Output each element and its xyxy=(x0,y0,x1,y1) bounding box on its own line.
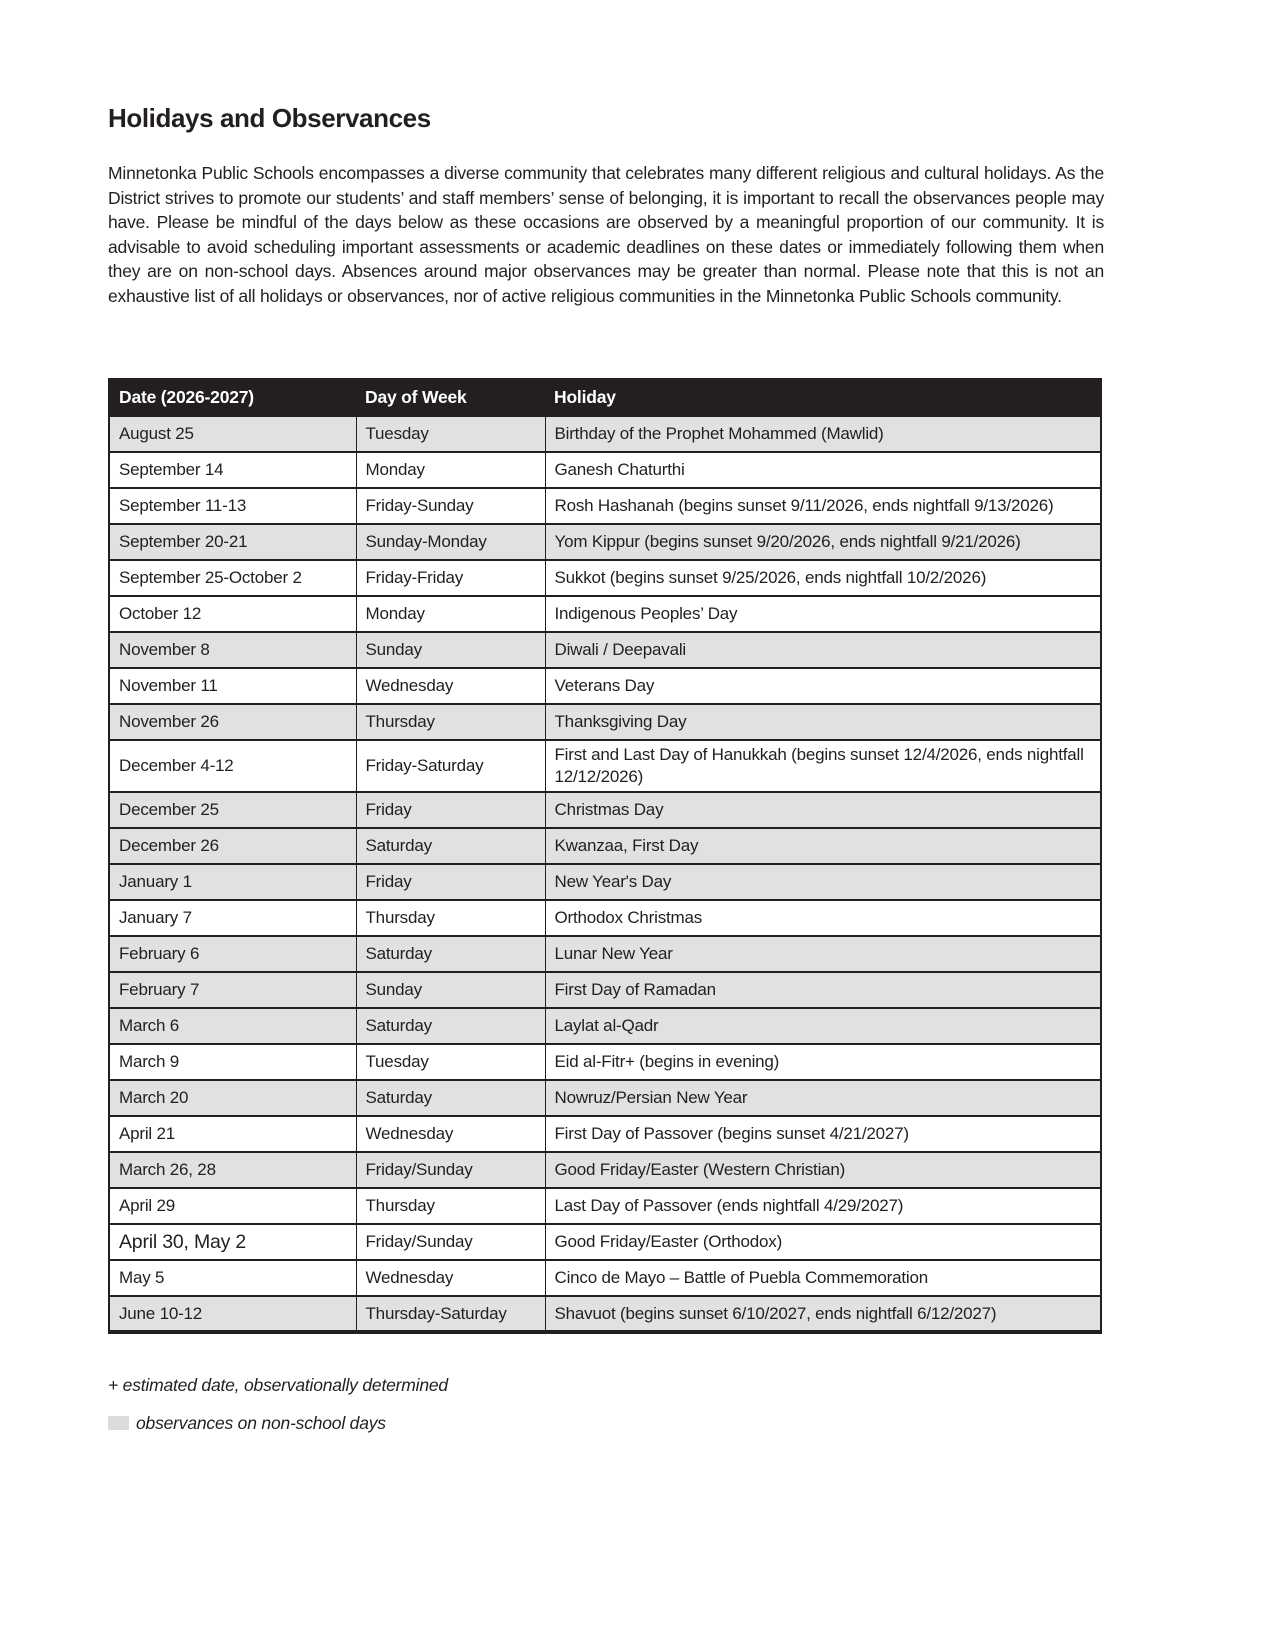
table-row xyxy=(109,900,1101,936)
holidays-table xyxy=(108,378,1102,1334)
day-of-week-cell: Friday-Friday xyxy=(356,560,545,596)
day-of-week-cell: Friday/Sunday xyxy=(356,1152,545,1188)
table-row xyxy=(109,792,1101,828)
table-row xyxy=(109,1188,1101,1224)
holiday-cell: Sukkot (begins sunset 9/25/2026, ends nightfall 10/2/2026) xyxy=(545,560,1101,596)
table-row xyxy=(109,668,1101,704)
holiday-cell: Yom Kippur (begins sunset 9/20/2026, ends nightfall 9/21/2026) xyxy=(545,524,1101,560)
table-row xyxy=(109,1080,1101,1116)
date-cell: March 6 xyxy=(109,1008,356,1044)
table-row xyxy=(109,1260,1101,1296)
holidays-table-body xyxy=(109,416,1101,1332)
holiday-cell: New Year's Day xyxy=(545,864,1101,900)
day-of-week-cell: Thursday xyxy=(356,1188,545,1224)
date-cell: April 29 xyxy=(109,1188,356,1224)
day-of-week-cell: Friday/Sunday xyxy=(356,1224,545,1260)
table-row xyxy=(109,560,1101,596)
day-of-week-cell: Thursday-Saturday xyxy=(356,1296,545,1332)
day-of-week-cell: Wednesday xyxy=(356,1260,545,1296)
day-of-week-cell: Wednesday xyxy=(356,668,545,704)
day-of-week-cell: Sunday xyxy=(356,972,545,1008)
column-header-date: Date (2026-2027) xyxy=(109,379,356,416)
date-cell: December 26 xyxy=(109,828,356,864)
table-row xyxy=(109,740,1101,792)
table-header-row xyxy=(109,379,1101,416)
date-cell: March 26, 28 xyxy=(109,1152,356,1188)
table-row xyxy=(109,524,1101,560)
table-row xyxy=(109,596,1101,632)
day-of-week-cell: Saturday xyxy=(356,936,545,972)
table-row xyxy=(109,452,1101,488)
table-row xyxy=(109,864,1101,900)
table-row xyxy=(109,1224,1101,1260)
date-cell: January 1 xyxy=(109,864,356,900)
day-of-week-cell: Wednesday xyxy=(356,1116,545,1152)
table-row xyxy=(109,1044,1101,1080)
holiday-cell: Birthday of the Prophet Mohammed (Mawlid) xyxy=(545,416,1101,452)
holiday-cell: First Day of Passover (begins sunset 4/21/2027) xyxy=(545,1116,1101,1152)
table-row xyxy=(109,1116,1101,1152)
holiday-cell: Orthodox Christmas xyxy=(545,900,1101,936)
day-of-week-cell: Sunday-Monday xyxy=(356,524,545,560)
day-of-week-cell: Tuesday xyxy=(356,416,545,452)
day-of-week-cell: Monday xyxy=(356,452,545,488)
holiday-cell: Diwali / Deepavali xyxy=(545,632,1101,668)
date-cell: December 25 xyxy=(109,792,356,828)
date-cell: September 20-21 xyxy=(109,524,356,560)
day-of-week-cell: Saturday xyxy=(356,1080,545,1116)
table-row xyxy=(109,1296,1101,1332)
date-cell: September 11-13 xyxy=(109,488,356,524)
date-cell: February 7 xyxy=(109,972,356,1008)
table-row xyxy=(109,632,1101,668)
holiday-cell: Kwanzaa, First Day xyxy=(545,828,1101,864)
holiday-cell: Good Friday/Easter (Western Christian) xyxy=(545,1152,1101,1188)
holiday-cell: Laylat al-Qadr xyxy=(545,1008,1101,1044)
day-of-week-cell: Thursday xyxy=(356,900,545,936)
shaded-row-swatch-icon xyxy=(108,1416,129,1430)
column-header-holiday: Holiday xyxy=(545,379,1101,416)
table-row xyxy=(109,936,1101,972)
day-of-week-cell: Friday xyxy=(356,864,545,900)
table-row xyxy=(109,1152,1101,1188)
holiday-cell: Veterans Day xyxy=(545,668,1101,704)
date-cell: April 30, May 2 xyxy=(109,1224,356,1260)
holiday-cell: Indigenous Peoples’ Day xyxy=(545,596,1101,632)
footnotes xyxy=(108,1374,1104,1435)
holiday-cell: Last Day of Passover (ends nightfall 4/29/2027) xyxy=(545,1188,1101,1224)
date-cell: December 4-12 xyxy=(109,740,356,792)
date-cell: November 26 xyxy=(109,704,356,740)
date-cell: March 20 xyxy=(109,1080,356,1116)
footnote-shaded-legend-label: observances on non-school days xyxy=(136,1413,386,1433)
table-row xyxy=(109,488,1101,524)
footnote-estimated-date: + estimated date, observationally determined xyxy=(108,1375,448,1395)
table-row xyxy=(109,1008,1101,1044)
day-of-week-cell: Friday xyxy=(356,792,545,828)
table-row xyxy=(109,416,1101,452)
holiday-cell: Cinco de Mayo – Battle of Puebla Commemoration xyxy=(545,1260,1101,1296)
date-cell: August 25 xyxy=(109,416,356,452)
date-cell: September 25-October 2 xyxy=(109,560,356,596)
page-title: Holidays and Observances xyxy=(108,103,431,133)
holiday-cell: Rosh Hashanah (begins sunset 9/11/2026, ends nightfall 9/13/2026) xyxy=(545,488,1101,524)
date-cell: March 9 xyxy=(109,1044,356,1080)
holiday-cell: Ganesh Chaturthi xyxy=(545,452,1101,488)
column-header-day-of-week: Day of Week xyxy=(356,379,545,416)
date-cell: February 6 xyxy=(109,936,356,972)
day-of-week-cell: Thursday xyxy=(356,704,545,740)
date-cell: April 21 xyxy=(109,1116,356,1152)
holiday-cell: Lunar New Year xyxy=(545,936,1101,972)
day-of-week-cell: Tuesday xyxy=(356,1044,545,1080)
date-cell: November 8 xyxy=(109,632,356,668)
date-cell: May 5 xyxy=(109,1260,356,1296)
date-cell: September 14 xyxy=(109,452,356,488)
date-cell: June 10-12 xyxy=(109,1296,356,1332)
holiday-cell: First Day of Ramadan xyxy=(545,972,1101,1008)
date-cell: October 12 xyxy=(109,596,356,632)
footnote-shaded-legend xyxy=(108,1412,1104,1435)
day-of-week-cell: Sunday xyxy=(356,632,545,668)
holiday-cell: Christmas Day xyxy=(545,792,1101,828)
holiday-cell: Thanksgiving Day xyxy=(545,704,1101,740)
holiday-cell: Eid al-Fitr+ (begins in evening) xyxy=(545,1044,1101,1080)
holiday-cell: Good Friday/Easter (Orthodox) xyxy=(545,1224,1101,1260)
holiday-cell: First and Last Day of Hanukkah (begins sunset 12/4/2026, ends nightfall 12/12/2026) xyxy=(545,740,1101,792)
intro-paragraph: Minnetonka Public Schools encompasses a diverse community that celebrates many different religious and cultural holidays. As the District strives to promote our students’ and staff members’ sense of belonging, it is important to recall the observances people may have. Please be mindful of the days below as these occasions are observed by a meaningful proportion of our community. It is advisable to avoid scheduling important assessments or academic deadlines on these dates or immediately following them when they are on non-school days. Absences around major observances may be greater than normal. Please note that this is not an exhaustive list of all holidays or observances, nor of active religious communities in the Minnetonka Public Schools community. xyxy=(108,163,1104,306)
day-of-week-cell: Friday-Sunday xyxy=(356,488,545,524)
date-cell: January 7 xyxy=(109,900,356,936)
table-row xyxy=(109,972,1101,1008)
day-of-week-cell: Friday-Saturday xyxy=(356,740,545,792)
day-of-week-cell: Saturday xyxy=(356,828,545,864)
holiday-cell: Nowruz/Persian New Year xyxy=(545,1080,1101,1116)
table-row xyxy=(109,828,1101,864)
table-row xyxy=(109,704,1101,740)
day-of-week-cell: Monday xyxy=(356,596,545,632)
day-of-week-cell: Saturday xyxy=(356,1008,545,1044)
holiday-cell: Shavuot (begins sunset 6/10/2027, ends nightfall 6/12/2027) xyxy=(545,1296,1101,1332)
date-cell: November 11 xyxy=(109,668,356,704)
